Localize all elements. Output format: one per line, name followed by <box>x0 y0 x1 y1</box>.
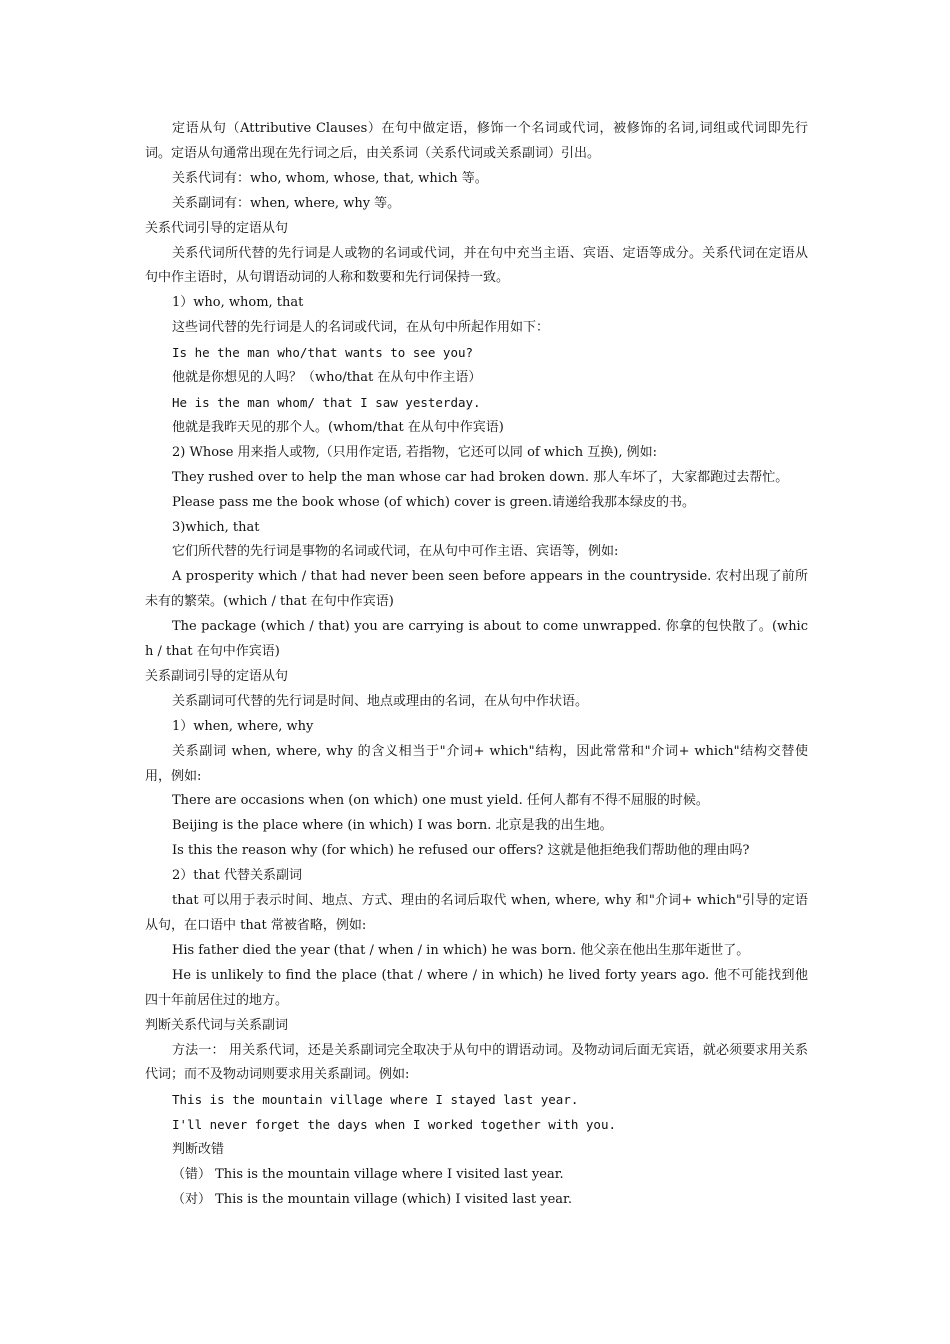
subheading-error-correction: 判断改错 <box>172 1142 225 1158</box>
subheading-whose: 2) Whose 用来指人或物,（只用作定语, 若指物，它还可以同 of which 互换), 例如: <box>172 444 657 460</box>
example-sentence: This is the mountain village where I stayed last year. <box>172 1092 579 1108</box>
example-sentence: He is unlikely to find the place (that / where / in which) he lived forty years ago. 他不可能找到他四十年前居住过的地方。 <box>145 967 808 1008</box>
paragraph-intro: 定语从句（Attributive Clauses）在句中做定语，修饰一个名词或代词，被修饰的名词,词组或代词即先行词。定语从句通常出现在先行词之后，由关系词（关系代词或关系副词）引出。 <box>145 121 808 161</box>
paragraph-who-usage: 这些词代替的先行词是人的名词或代词，在从句中所起作用如下： <box>172 320 550 336</box>
subheading-who-whom-that: 1）who, whom, that <box>172 295 304 311</box>
paragraph-adverb-explanation: 关系副词可代替的先行词是时间、地点或理由的名词，在从句中作状语。 <box>172 693 589 709</box>
example-sentence: Beijing is the place where (in which) I was born. 北京是我的出生地。 <box>172 818 613 834</box>
example-sentence: There are occasions when (on which) one must yield. 任何人都有不得不屈服的时候。 <box>172 793 709 809</box>
example-sentence: His father died the year (that / when / in which) he was born. 他父亲在他出生那年逝世了。 <box>172 942 750 958</box>
paragraph-that-usage: that 可以用于表示时间、地点、方式、理由的名词后取代 when, where, why 和"介词+ which"引导的定语从句，在口语中 that 常被省略，例如: <box>145 893 808 933</box>
example-sentence: Is he the man who/that wants to see you? <box>172 345 474 361</box>
section-heading-judging: 判断关系代词与关系副词 <box>145 1017 289 1033</box>
example-translation: 他就是你想见的人吗？（who/that 在从句中作主语） <box>172 370 482 386</box>
example-sentence: Please pass me the book whose (of which) cover is green.请递给我那本绿皮的书。 <box>172 494 696 510</box>
example-sentence: I'll never forget the days when I worked together with you. <box>172 1117 617 1133</box>
subheading-that-replaces-adverb: 2）that 代替关系副词 <box>172 868 302 884</box>
example-sentence: The package (which / that) you are carrying is about to come unwrapped. 你拿的包快散了。(which / that 在句中作宾语) <box>145 619 808 660</box>
paragraph-method-one: 方法一： 用关系代词，还是关系副词完全取决于从句中的谓语动词。及物动词后面无宾语，就必须要求用关系代词；而不及物动词则要求用关系副词。例如: <box>145 1042 808 1083</box>
example-translation: 他就是我昨天见的那个人。(whom/that 在从句中作宾语) <box>172 419 504 435</box>
section-heading-relative-adverbs: 关系副词引导的定语从句 <box>145 668 289 684</box>
document-body <box>145 117 808 1213</box>
section-heading-relative-pronouns: 关系代词引导的定语从句 <box>145 220 289 236</box>
example-sentence: He is the man whom/ that I saw yesterday. <box>172 394 481 410</box>
example-sentence: They rushed over to help the man whose car had broken down. 那人车坏了，大家都跑过去帮忙。 <box>172 469 789 485</box>
paragraph-pronoun-explanation: 关系代词所代替的先行词是人或物的名词或代词，并在句中充当主语、宾语、定语等成分。关系代词在定语从句中作主语时，从句谓语动词的人称和数要和先行词保持一致。 <box>145 245 808 286</box>
example-sentence: A prosperity which / that had never been seen before appears in the countryside. 农村出现了前所未有的繁荣。(which / that 在句中作宾语) <box>145 569 808 610</box>
paragraph-relative-adverbs-list: 关系副词有：when, where, why 等。 <box>172 195 401 211</box>
example-correct: （对） This is the mountain village (which) I visited last year. <box>172 1191 572 1207</box>
paragraph-relative-pronouns-list: 关系代词有：who, whom, whose, that, which 等。 <box>172 170 488 186</box>
example-sentence: Is this the reason why (for which) he refused our offers? 这就是他拒绝我们帮助他的理由吗? <box>172 843 750 859</box>
subheading-which-that: 3)which, that <box>172 519 260 535</box>
subheading-when-where-why: 1）when, where, why <box>172 718 314 734</box>
paragraph-which-usage: 它们所代替的先行词是事物的名词或代词，在从句中可作主语、宾语等，例如: <box>172 544 619 560</box>
example-wrong: （错） This is the mountain village where I visited last year. <box>172 1167 564 1183</box>
paragraph-adverb-usage: 关系副词 when, where, why 的含义相当于"介词+ which"结构，因此常常和"介词+ which"结构交替使用，例如: <box>145 743 808 784</box>
